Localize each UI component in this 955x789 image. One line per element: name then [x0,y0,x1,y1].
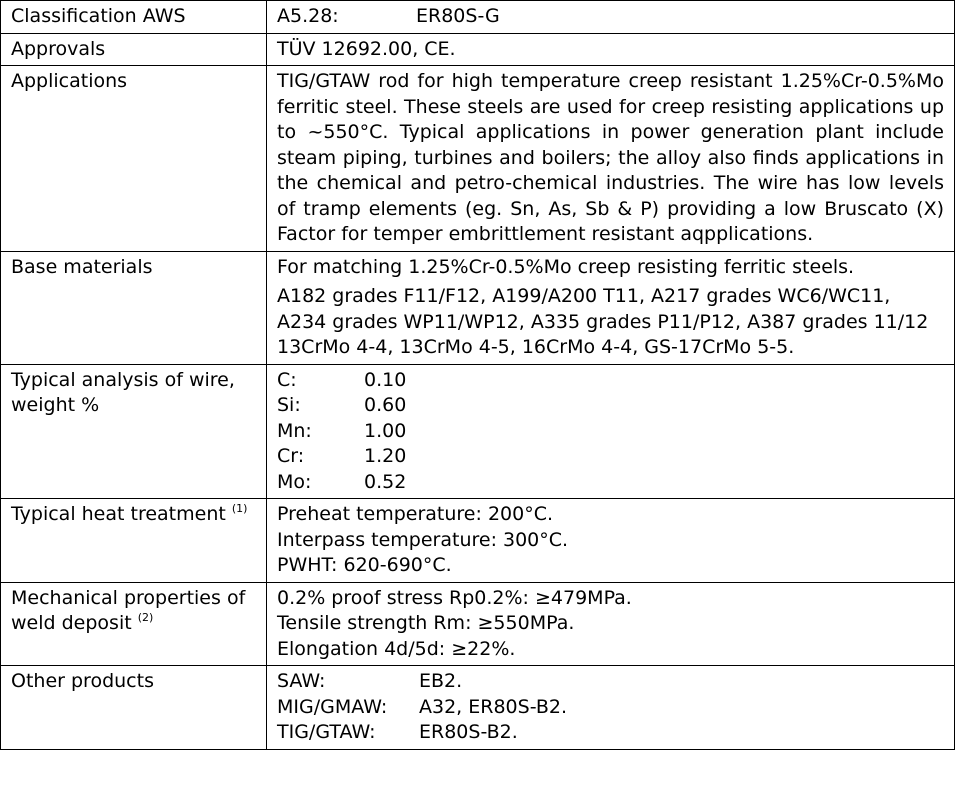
product-name: A32, ER80S-B2. [419,695,568,718]
row-label: Approvals [1,33,267,66]
row-label: Applications [1,66,267,252]
row-label: Typical analysis of wire, [11,368,235,391]
analysis-item [277,368,944,394]
element-symbol: Mn: [277,419,312,442]
analysis-item [277,419,944,445]
product-name: EB2. [419,670,463,692]
row-label-cont: weld deposit [11,612,132,634]
process-name: MIG/GMAW: [277,695,388,718]
analysis-list [267,364,955,499]
row-label: Typical heat treatment [11,503,226,525]
aws-standard: A5.28: [277,5,339,27]
proof-stress-line: 0.2% proof stress Rp0.2%: ≥479MPa. [277,586,632,609]
other-products-list [267,666,955,750]
element-value: 0.52 [364,470,407,493]
aws-classification: ER80S-G [416,5,500,27]
element-symbol: Si: [277,394,301,416]
row-applications [1,66,955,252]
elongation-line: Elongation 4d/5d: ≥22%. [277,637,516,660]
classification-value [277,4,944,30]
row-label: Mechanical properties of [11,586,246,609]
row-heat-treatment [1,499,955,583]
row-label: Classification AWS [1,1,267,34]
base-materials-astm: A182 grades F11/F12, A199/A200 T11, A217 grades WC6/WC11, A234 grades WP11/WP12, A335 grades P11/P12, A387 grades 11/12 [277,285,929,333]
preheat-line: Preheat temperature: 200°C. [277,503,554,525]
row-base-materials [1,251,955,364]
analysis-item [277,393,944,419]
row-mechanical [1,582,955,666]
footnote-marker: (2) [137,611,154,624]
row-label: Base materials [1,251,267,364]
footnote-marker: (1) [231,502,248,515]
base-materials-intro: For matching 1.25%Cr-0.5%Mo creep resisting ferritic steels. [277,255,855,278]
process-name: TIG/GTAW: [277,721,376,743]
product-item [277,669,944,695]
row-label-cont: weight % [11,394,100,416]
interpass-line: Interpass temperature: 300°C. [277,528,569,551]
row-other-products [1,666,955,750]
element-value: 0.60 [364,394,407,416]
pwht-line: PWHT: 620-690°C. [277,554,452,576]
product-item [277,695,944,721]
row-classification [1,1,955,34]
row-approvals [1,33,955,66]
element-symbol: Mo: [277,470,312,493]
element-symbol: C: [277,368,297,391]
row-analysis [1,364,955,499]
base-materials-en: 13CrMo 4-4, 13CrMo 4-5, 16CrMo 4-4, GS-17CrMo 5-5. [277,336,795,358]
analysis-item [277,444,944,470]
element-value: 1.00 [364,419,407,442]
product-name: ER80S-B2. [419,721,518,743]
element-symbol: Cr: [277,445,305,467]
analysis-item [277,470,944,496]
process-name: SAW: [277,670,326,692]
element-value: 1.20 [364,445,407,467]
approvals-value: TÜV 12692.00, CE. [267,33,955,66]
product-item [277,720,944,746]
tensile-strength-line: Tensile strength Rm: ≥550MPa. [277,612,575,634]
row-label: Other products [1,666,267,750]
applications-text: TIG/GTAW rod for high temperature creep resistant 1.25%Cr-0.5%Mo ferritic steel. These steels are used for creep resisting applications up to ~550°C. Typical applications in power generation plant include steam piping, turbines and boilers; the alloy also finds applications in the chemical and petro-chemical industries. The wire has low levels of tramp elements (eg. Sn, As, Sb & P) providing a low Bruscato (X) Factor for temper embrittlement resistant aqpplications. [267,66,955,252]
element-value: 0.10 [364,368,407,391]
